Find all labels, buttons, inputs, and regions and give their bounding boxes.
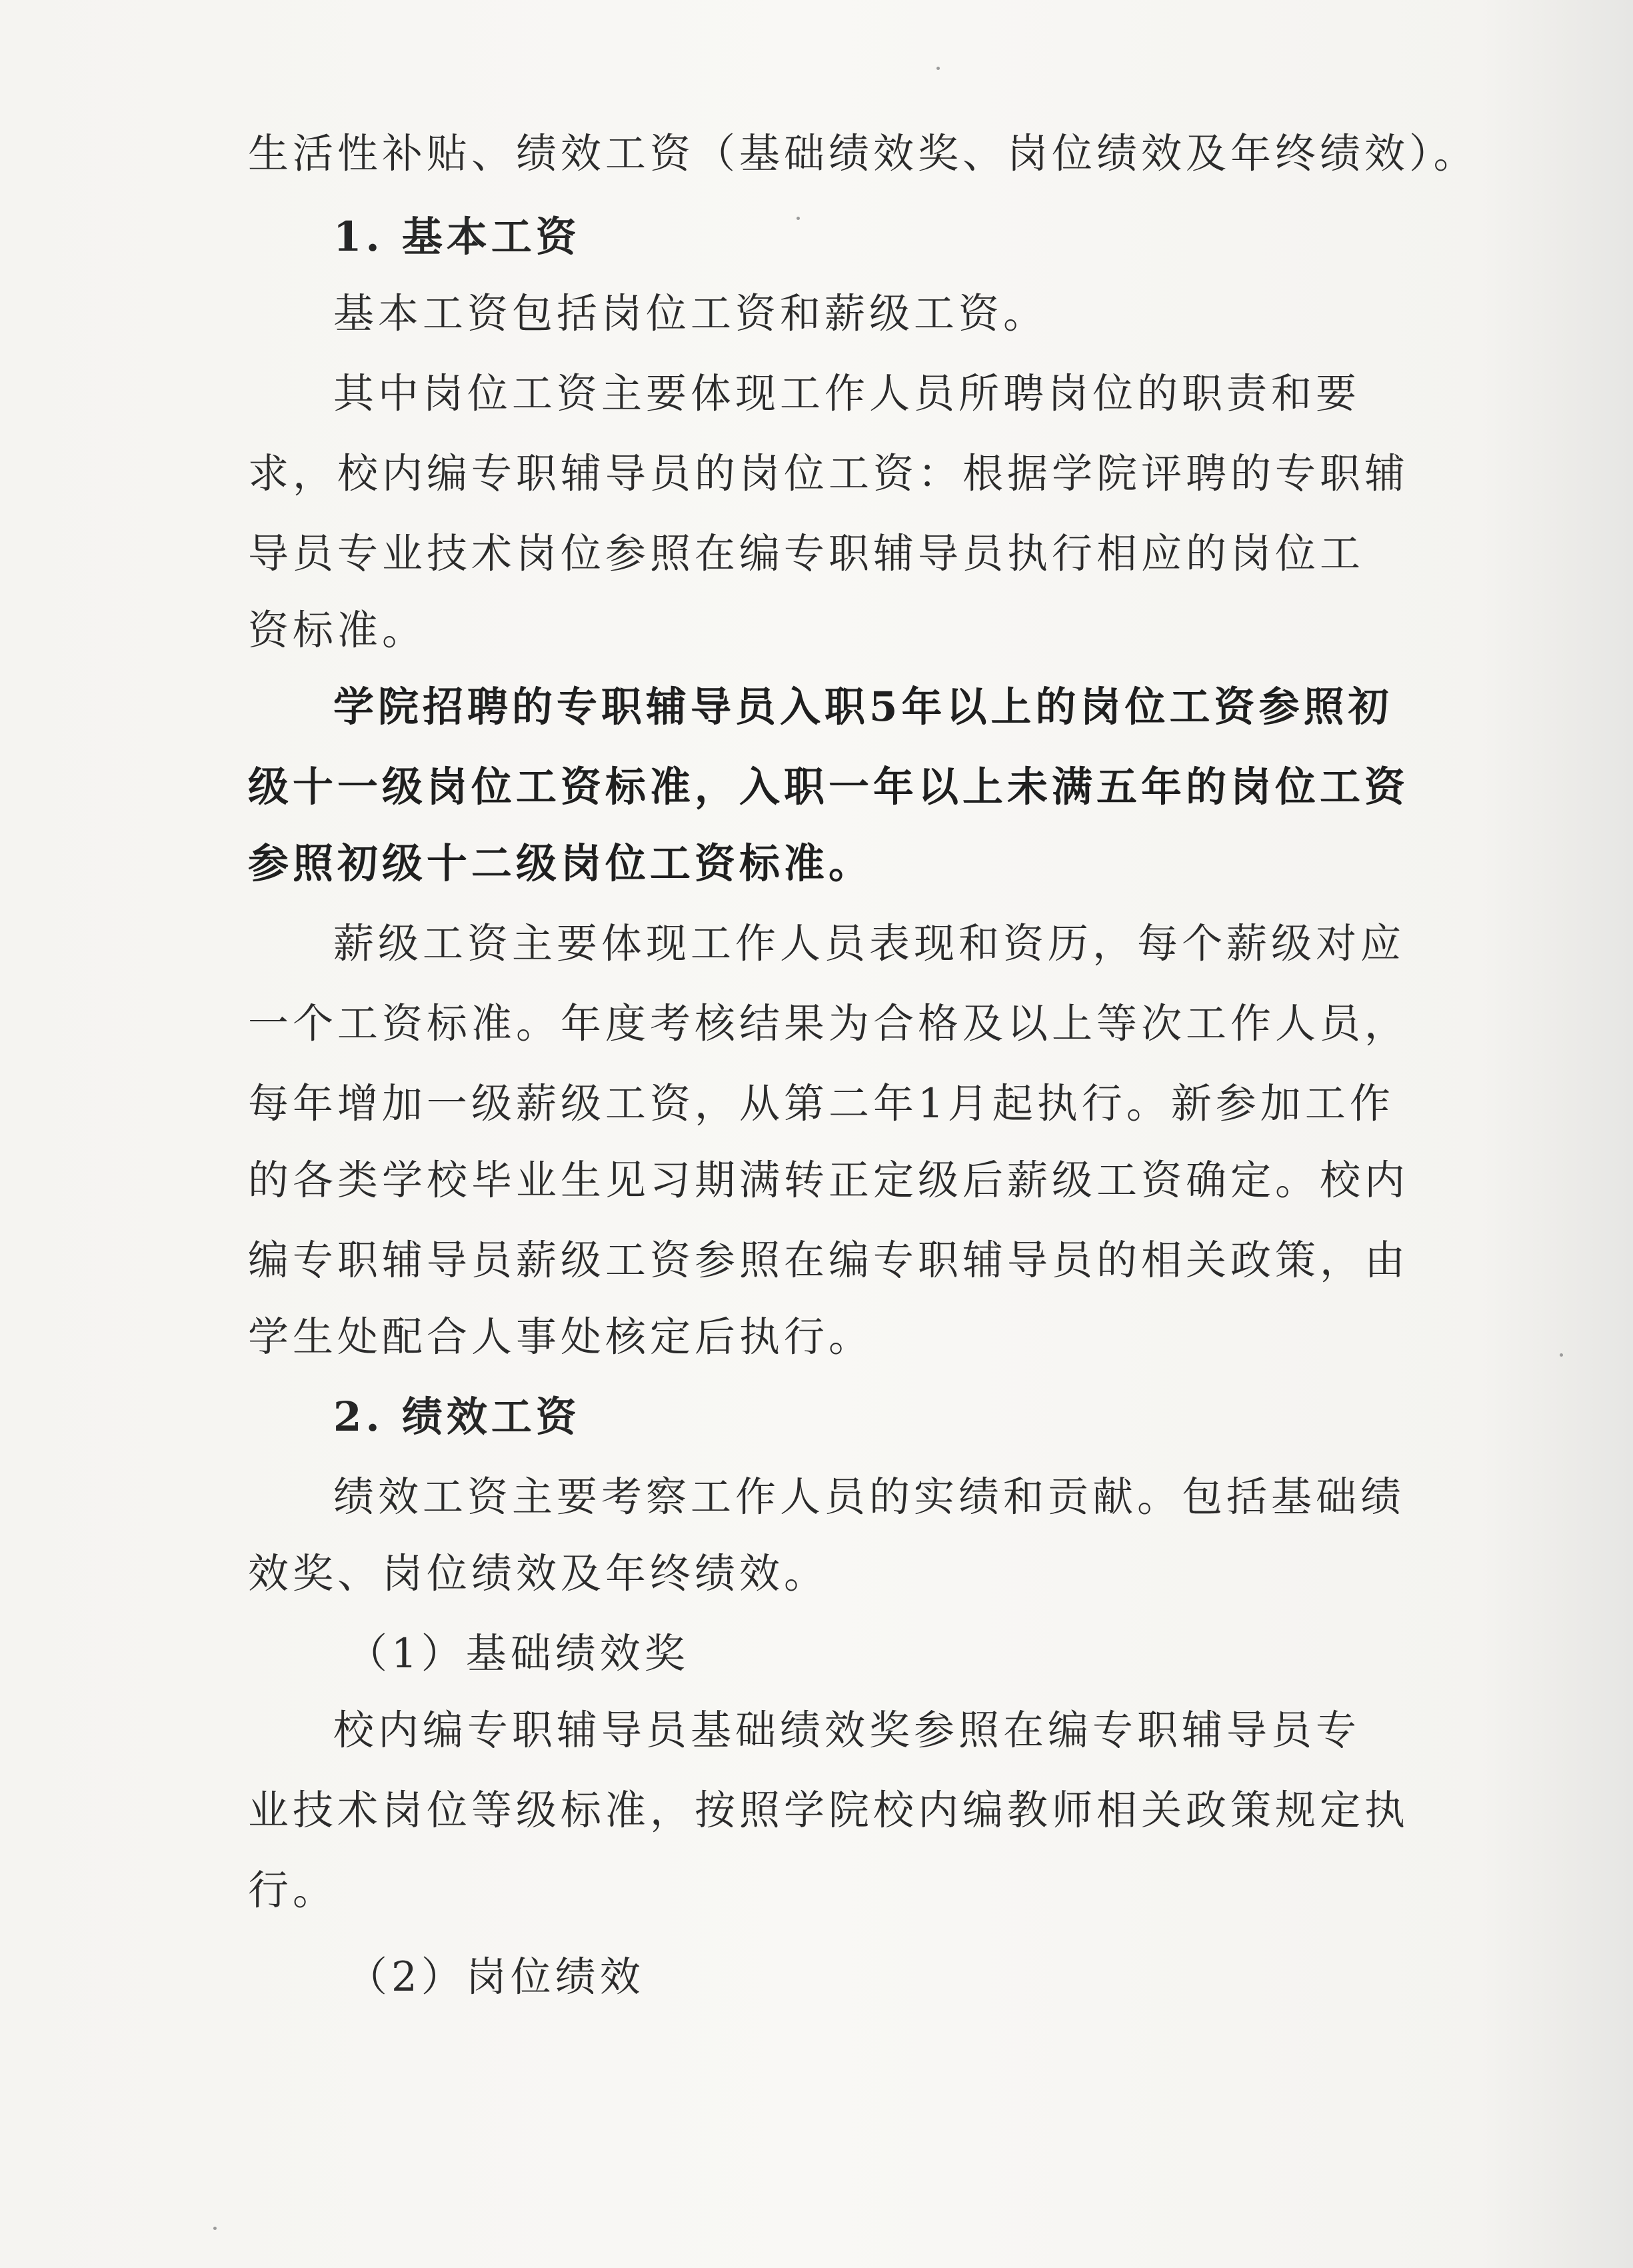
paragraph-line: 基本工资包括岗位工资和薪级工资。 <box>333 290 1048 337</box>
subheading-basic-performance-bonus: （1）基础绩效奖 <box>347 1630 689 1677</box>
paragraph-line: 学生处配合人事处核定后执行。 <box>248 1313 874 1361</box>
paragraph-line: 的各类学校毕业生见习期满转正定级后薪级工资确定。校内 <box>248 1157 1410 1204</box>
paragraph-line: 其中岗位工资主要体现工作人员所聘岗位的职责和要 <box>333 370 1361 417</box>
scan-speck <box>936 67 940 70</box>
bold-paragraph-line: 参照初级十二级岗位工资标准。 <box>248 840 874 887</box>
paragraph-line: 一个工资标准。年度考核结果为合格及以上等次工作人员， <box>248 1000 1410 1047</box>
subheading-position-performance: （2）岗位绩效 <box>347 1953 645 2001</box>
paragraph-line: 编专职辅导员薪级工资参照在编专职辅导员的相关政策，由 <box>248 1237 1410 1284</box>
bold-paragraph-line: 学院招聘的专职辅导员入职5年以上的岗位工资参照初 <box>333 683 1393 731</box>
scan-speck <box>797 217 800 220</box>
scan-edge-shadow <box>1480 0 1633 2268</box>
section-heading-performance-salary: 2. 绩效工资 <box>333 1393 581 1441</box>
paragraph-line: 薪级工资主要体现工作人员表现和资历，每个薪级对应 <box>333 920 1406 967</box>
paragraph-line: 每年增加一级薪级工资，从第二年1月起执行。新参加工作 <box>248 1080 1394 1127</box>
scan-speck <box>1560 1353 1563 1357</box>
bold-paragraph-line: 级十一级岗位工资标准，入职一年以上未满五年的岗位工资 <box>248 763 1410 811</box>
paragraph-line: 行。 <box>248 1867 338 1914</box>
paragraph-line: 生活性补贴、绩效工资（基础绩效奖、岗位绩效及年终绩效）。 <box>248 130 1478 177</box>
paragraph-line: 业技术岗位等级标准，按照学院校内编教师相关政策规定执 <box>248 1787 1410 1834</box>
paragraph-line: 校内编专职辅导员基础绩效奖参照在编专职辅导员专 <box>333 1707 1361 1754</box>
paragraph-line: 求，校内编专职辅导员的岗位工资：根据学院评聘的专职辅 <box>248 450 1410 497</box>
scan-speck <box>213 2227 217 2230</box>
section-heading-basic-salary: 1. 基本工资 <box>333 213 581 261</box>
paragraph-line: 绩效工资主要考察工作人员的实绩和贡献。包括基础绩 <box>333 1473 1406 1521</box>
paragraph-line: 效奖、岗位绩效及年终绩效。 <box>248 1550 829 1597</box>
paragraph-line: 导员专业技术岗位参照在编专职辅导员执行相应的岗位工 <box>248 530 1365 577</box>
paragraph-line: 资标准。 <box>248 607 427 654</box>
